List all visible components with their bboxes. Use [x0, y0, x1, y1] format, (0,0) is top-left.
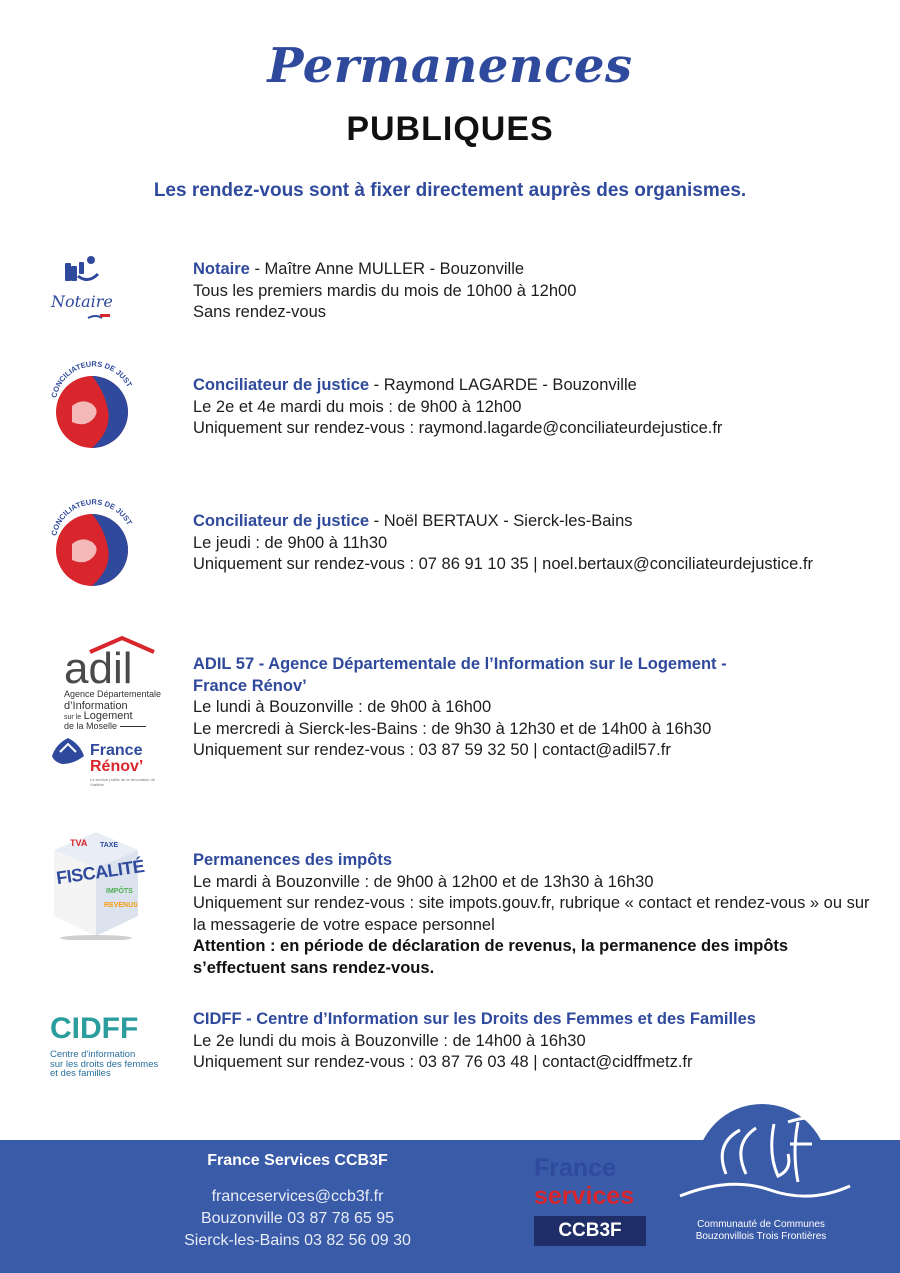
footer-contact [170, 1152, 425, 1252]
entry-heading: Notaire - Maître Anne MULLER - Bouzonville [193, 260, 525, 278]
france-renov-house-icon [50, 734, 86, 766]
footer-phone-bouzonville: Bouzonville 03 87 78 65 95 [200, 1210, 395, 1227]
cidff-line: Centre d'information [50, 1049, 136, 1060]
entry-line: Le 2e lundi du mois à Bouzonville : de 14h00 à 16h30 [193, 1031, 586, 1050]
cidff-line: sur les droits des femmes [50, 1058, 159, 1070]
intro-text: Les rendez-vous sont à fixer directement auprès des organismes. [153, 180, 747, 201]
entry-line: Tous les premiers mardis du mois de 10h00 à 12h00 [193, 281, 577, 300]
entry-line: Le mercredi à Sierck-les-Bains : de 9h30 à 12h30 et de 14h00 à 16h30 [193, 719, 712, 738]
adil-line: Agence Départementale [64, 689, 162, 699]
cube-word: REVENUS [104, 902, 138, 909]
entry-line: Uniquement sur rendez-vous : site impots.gouv.fr, rubrique « contact et rendez-vous » ou sur la messagerie de votre espace personnel [193, 894, 870, 934]
page-title-sub: PUBLIQUES [346, 110, 554, 148]
entry-conciliateur-bertaux [193, 511, 873, 576]
ccb3f-line: Communauté de Communes [697, 1219, 825, 1230]
entry-line: Uniquement sur rendez-vous : 03 87 59 32 50 | contact@adil57.fr [193, 741, 671, 760]
entry-notaire [193, 259, 873, 324]
cube-word: TVA [70, 838, 88, 848]
entry-line: Uniquement sur rendez-vous : 07 86 91 10 35 | noel.bertaux@conciliateurdejustice.fr [193, 555, 813, 574]
france-services-word2: services [534, 1182, 635, 1210]
fiscalite-label: FISCALITÉ [54, 855, 146, 889]
notaire-logo [48, 254, 128, 322]
svg-text:CONCILIATEURS DE JUSTICE: CONCILIATEURS DE JUST [49, 498, 134, 537]
adil-line: de la Moselle [64, 721, 118, 731]
svg-text:CONCILIATEURS DE JUSTICE: CONCILIATEURS DE JUST [49, 360, 134, 399]
ccb3f-line: Bouzonvillois Trois Frontières [695, 1231, 827, 1242]
ccb3f-label [686, 1219, 836, 1243]
entry-adil [193, 654, 873, 762]
entry-impots [193, 850, 873, 980]
footer-title: France Services CCB3F [207, 1152, 388, 1169]
entry-heading: Conciliateur de justice - Raymond LAGARDE - Bouzonville [193, 376, 637, 394]
entry-heading: CIDFF - Centre d’Information sur les Droits des Femmes et des Familles [193, 1010, 756, 1028]
entry-heading-2: France Rénov’ [193, 676, 307, 695]
entry-line: Uniquement sur rendez-vous : 03 87 76 03 48 | contact@cidffmetz.fr [193, 1053, 693, 1072]
france-renov-word1: France [90, 742, 143, 759]
adil-word: adil [64, 644, 133, 693]
france-renov-word2: Rénov’ [90, 758, 144, 775]
adil-line: d’Information [64, 699, 128, 712]
france-services-badge: CCB3F [534, 1216, 646, 1246]
entry-line: Le jeudi : de 9h00 à 11h30 [193, 533, 388, 552]
footer-phone-sierck: Sierck-les-Bains 03 82 56 09 30 [184, 1232, 411, 1249]
adil-logo [50, 634, 162, 794]
cidff-logo [48, 1012, 174, 1082]
conciliateurs-de-justice-icon [42, 360, 134, 452]
ccb3f-emblem-icon [670, 1100, 860, 1218]
notaire-emblem-icon [48, 254, 128, 322]
adil-line: Logement [83, 709, 133, 722]
france-services-word1: France [534, 1154, 616, 1182]
entry-attention: Attention : en période de déclaration de revenus, la permanence des impôts s’effectuent sans rendez-vous. [193, 937, 789, 977]
adil-line: sur le [64, 713, 82, 721]
entry-heading: Permanences des impôts [193, 851, 392, 869]
france-renov-tagline: Le service public de la rénovation de l'habitat [90, 777, 155, 787]
cidff-word: CIDFF [50, 1012, 139, 1045]
cube-word: IMPÔTS [106, 888, 133, 895]
conciliateurs-logo [42, 498, 134, 590]
entry-heading: ADIL 57 - Agence Départementale de l’Information sur le Logement - [193, 655, 727, 673]
page-title-script: Permanences [267, 38, 633, 94]
france-services-logo [530, 1154, 650, 1264]
entry-line: Le lundi à Bouzonville : de 9h00 à 16h00 [193, 698, 492, 717]
entry-line: Uniquement sur rendez-vous : raymond.lagarde@conciliateurdejustice.fr [193, 419, 723, 438]
entry-heading: Conciliateur de justice - Noël BERTAUX - Sierck-les-Bains [193, 512, 633, 530]
entry-cidff [193, 1009, 873, 1074]
fiscalite-logo [50, 828, 146, 940]
notaire-logo-label: Notaire [51, 292, 113, 311]
entry-line: Sans rendez-vous [193, 303, 326, 322]
cidff-line: et des familles [50, 1068, 111, 1079]
conciliateurs-de-justice-icon [42, 498, 134, 590]
cube-word: TAXE [100, 842, 119, 849]
conciliateurs-logo [42, 360, 134, 452]
entry-line: Le mardi à Bouzonville : de 9h00 à 12h00 et de 13h30 à 16h30 [193, 872, 654, 891]
entry-conciliateur-lagarde [193, 375, 873, 440]
footer-email[interactable]: franceservices@ccb3f.fr [211, 1188, 384, 1205]
entry-line: Le 2e et 4e mardi du mois : de 9h00 à 12h00 [193, 397, 522, 416]
